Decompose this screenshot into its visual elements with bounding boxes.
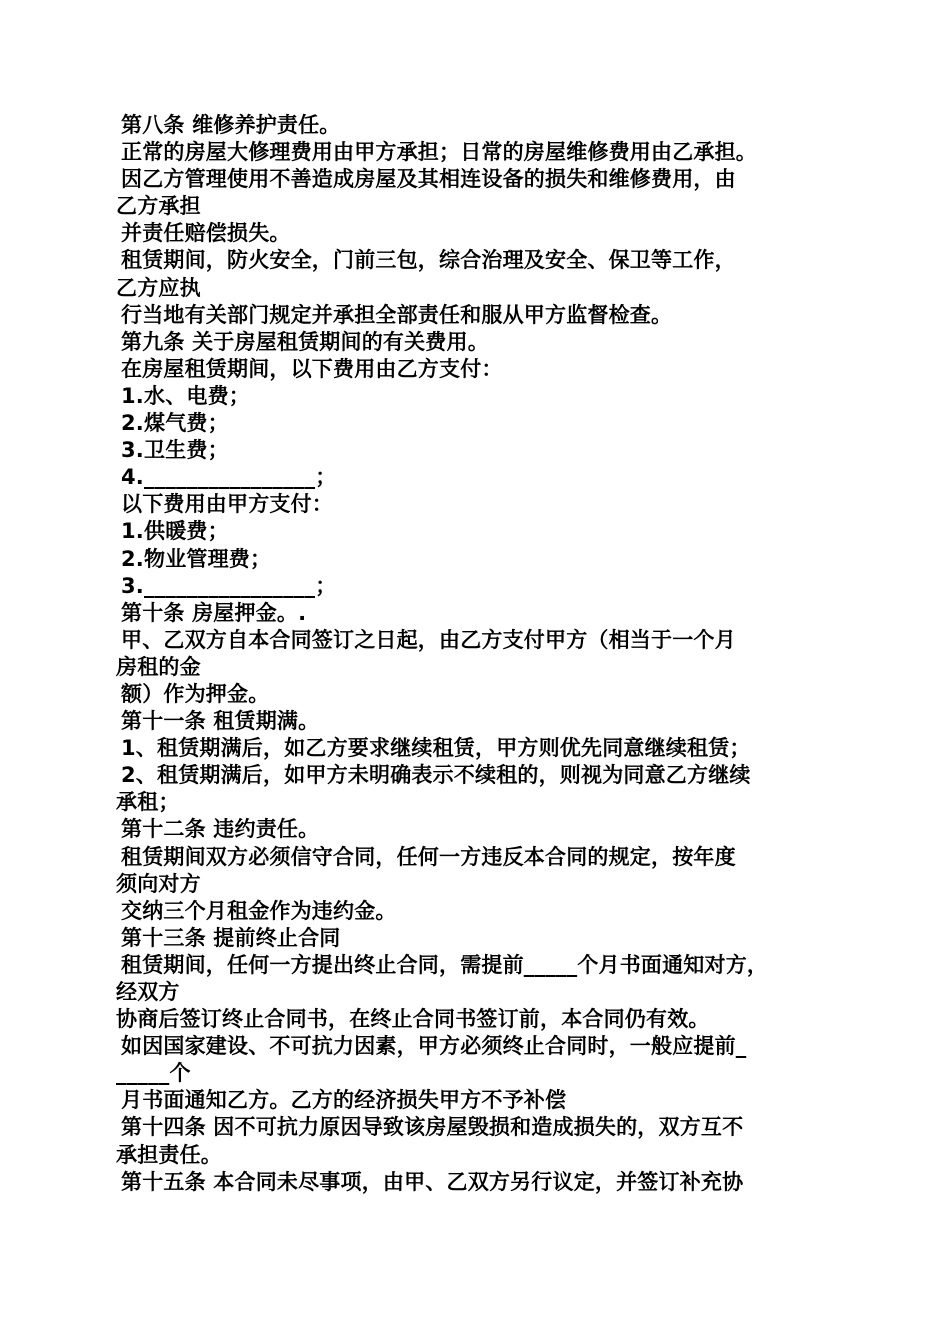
- text-line: 2.煤气费；: [121, 411, 229, 436]
- text-line: 承租；: [116, 790, 180, 815]
- text-line: 协商后签订终止合同书，在终止合同书签订前，本合同仍有效。: [116, 1007, 710, 1032]
- text-line: 第十二条 违约责任。: [121, 817, 320, 842]
- text-line: 承担责任。: [116, 1142, 222, 1167]
- text-line: 如因国家建设、不可抗力因素，甲方必须终止合同时，一般应提前_: [121, 1034, 747, 1059]
- text-line: 须向对方: [116, 871, 201, 896]
- text-line: 租赁期间双方必须信守合同，任何一方违反本合同的规定，按年度: [121, 844, 736, 869]
- text-line: 第十条 房屋押金。.: [121, 600, 307, 625]
- text-line: 月书面通知乙方。乙方的经济损失甲方不予补偿: [121, 1088, 567, 1113]
- text-line: 额）作为押金。: [121, 681, 270, 706]
- text-line: 1.水、电费；: [121, 383, 250, 408]
- text-line: 以下费用由甲方支付：: [121, 492, 333, 517]
- text-line: 乙方应执: [116, 275, 201, 300]
- text-line: 1、租赁期满后，如乙方要求继续租赁，甲方则优先同意继续租赁；: [121, 736, 751, 761]
- contract-text-body: [116, 112, 836, 1196]
- text-line: 2.物业管理费；: [121, 546, 272, 571]
- text-line: 交纳三个月租金作为违约金。: [121, 898, 397, 923]
- text-line: 第十五条 本合同未尽事项，由甲、乙双方另行议定，并签订补充协: [121, 1169, 744, 1194]
- text-line: 3.________________；: [121, 573, 337, 598]
- text-line: 第八条 维修养护责任。: [121, 113, 341, 137]
- text-line: 并责任赔偿损失。: [121, 221, 291, 246]
- text-line: 行当地有关部门规定并承担全部责任和服从甲方监督检查。: [121, 302, 673, 327]
- text-line: 经双方: [116, 980, 180, 1004]
- text-line: 第十三条 提前终止合同: [121, 925, 341, 950]
- text-line: 1.供暖费；: [121, 519, 229, 544]
- text-line: 3.卫生费；: [121, 438, 229, 463]
- text-line: 甲、乙双方自本合同签订之日起，由乙方支付甲方（相当于一个月: [121, 627, 736, 652]
- text-line: 乙方承担: [116, 194, 201, 219]
- text-line: _____个: [116, 1061, 191, 1086]
- text-line: 租赁期间，任何一方提出终止合同，需提前_____个月书面通知对方，: [121, 952, 769, 977]
- text-line: 第十一条 租赁期满。: [121, 709, 320, 734]
- text-line: 房租的金: [116, 654, 201, 679]
- text-line: 4.________________；: [121, 465, 337, 490]
- text-line: 因乙方管理使用不善造成房屋及其相连设备的损失和维修费用，由: [121, 167, 736, 192]
- text-line: 第十四条 因不可抗力原因导致该房屋毁损和造成损失的，双方互不: [121, 1115, 744, 1140]
- text-line: 租赁期间，防火安全，门前三包，综合治理及安全、保卫等工作，: [121, 248, 736, 273]
- text-line: 第九条 关于房屋租赁期间的有关费用。: [121, 329, 489, 354]
- text-line: 正常的房屋大修理费用由甲方承担；日常的房屋维修费用由乙承担。: [121, 140, 757, 165]
- text-line: 2、租赁期满后，如甲方未明确表示不续租的，则视为同意乙方继续: [121, 763, 751, 788]
- text-line: 在房屋租赁期间，以下费用由乙方支付：: [121, 356, 503, 381]
